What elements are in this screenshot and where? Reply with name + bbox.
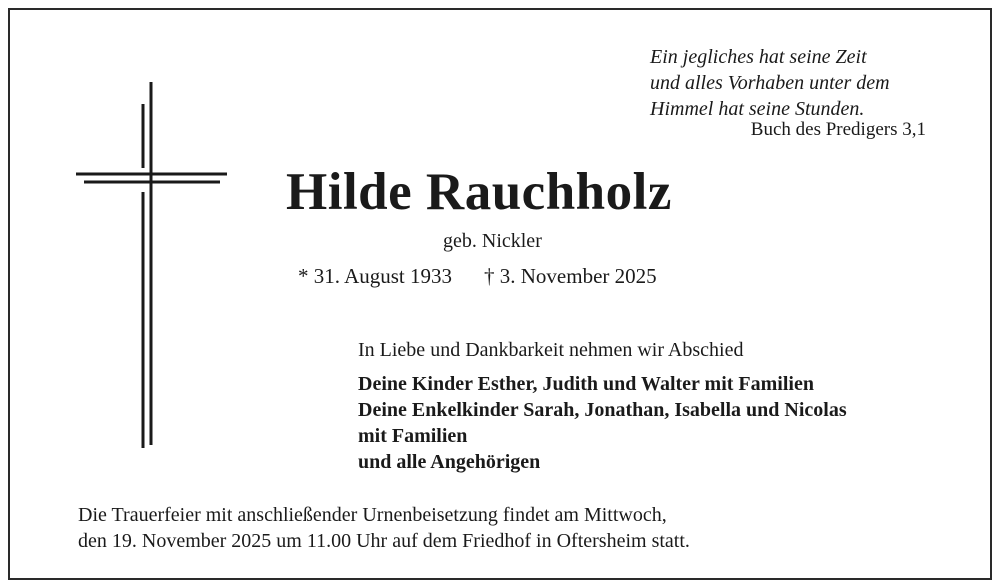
bible-quote <box>650 44 940 122</box>
notice-line: Die Trauerfeier mit anschließender Urnenbeisetzung findet am Mittwoch, <box>78 504 667 526</box>
notice-line: den 19. November 2025 um 11.00 Uhr auf dem Friedhof in Oftersheim statt. <box>78 530 690 552</box>
mourner-line: Deine Enkelkinder Sarah, Jonathan, Isabella und Nicolas <box>358 399 847 421</box>
mourner-line: und alle Angehörigen <box>358 451 541 473</box>
deceased-name: Hilde Rauchholz <box>286 163 672 221</box>
mourner-line: Deine Kinder Esther, Judith und Walter mit Familien <box>358 373 814 395</box>
quote-line: Ein jegliches hat seine Zeit <box>650 46 867 68</box>
birth-date: * 31. August 1933 <box>298 264 453 288</box>
funeral-notice <box>78 502 690 554</box>
farewell-text: In Liebe und Dankbarkeit nehmen wir Abschied <box>358 339 744 361</box>
mourner-line: mit Familien <box>358 425 468 447</box>
life-dates <box>298 264 657 289</box>
quote-line: und alles Vorhaben unter dem <box>650 72 890 94</box>
quote-source: Buch des Predigers 3,1 <box>750 119 926 140</box>
birth-name: geb. Nickler <box>443 230 542 252</box>
quote-line: Himmel hat seine Stunden. <box>650 98 865 120</box>
death-date: † 3. November 2025 <box>484 264 657 288</box>
mourners-list <box>358 371 847 475</box>
